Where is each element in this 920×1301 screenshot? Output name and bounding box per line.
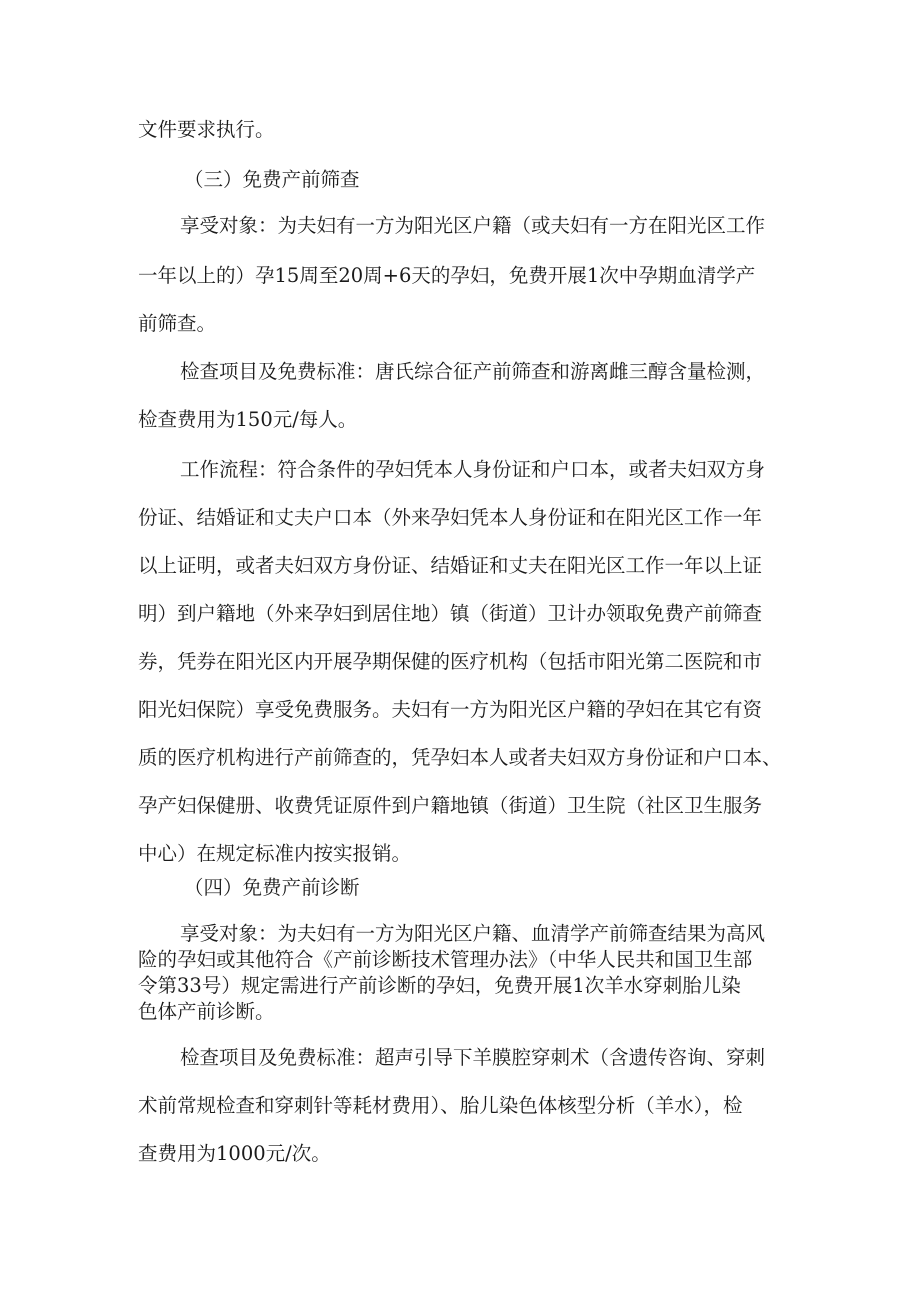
text-line: 色体产前诊断。 — [138, 1000, 275, 1023]
text-line: 工作流程：符合条件的孕妇凭本人身份证和户口本，或者夫妇双方身 — [180, 458, 766, 481]
text-line: 中心）在规定标准内按实报销。 — [138, 842, 412, 865]
text-line: 阳光妇保院）享受免费服务。夫妇有一方为阳光区户籍的孕妇在其它有资 — [138, 698, 763, 721]
text-line: 检查项目及免费标准：唐氏综合征产前筛查和游离雌三醇含量检测， — [180, 360, 766, 383]
text-line: 术前常规检查和穿刺针等耗材费用）、胎儿染色体核型分析（羊水），检 — [138, 1094, 743, 1117]
text-line: 质的医疗机构进行产前筛查的，凭孕妇本人或者夫妇双方身份证和户口本、 — [138, 746, 782, 769]
text-line: 险的孕妇或其他符合《产前诊断技术管理办法》（中华人民共和国卫生部 — [138, 948, 753, 971]
text-line: 检查项目及免费标准：超声引导下羊膜腔穿刺术（含遗传咨询、穿刺 — [180, 1046, 766, 1069]
text-line-continuation: 文件要求执行。 — [138, 118, 275, 141]
text-line: 享受对象：为夫妇有一方为阳光区户籍（或夫妇有一方在阳光区工作 — [180, 214, 766, 237]
section-heading-3: （三）免费产前筛查 — [184, 168, 360, 191]
section-heading-4: （四）免费产前诊断 — [184, 876, 360, 899]
text-line: 明）到户籍地（外来孕妇到居住地）镇（街道）卫计办领取免费产前筛查 — [138, 602, 763, 625]
text-line: 检查费用为150元/每人。 — [138, 408, 358, 431]
text-line: 令第33号）规定需进行产前诊断的孕妇，免费开展1次羊水穿刺胎儿染 — [138, 974, 741, 997]
text-line: 查费用为1000元/次。 — [138, 1142, 331, 1165]
text-line: 享受对象：为夫妇有一方为阳光区户籍、血清学产前筛查结果为高风 — [180, 922, 766, 945]
text-line: 孕产妇保健册、收费凭证原件到户籍地镇（街道）卫生院（社区卫生服务 — [138, 794, 763, 817]
text-line: 一年以上的）孕15周至20周+6天的孕妇，免费开展1次中孕期血清学产 — [138, 264, 756, 287]
text-line: 以上证明，或者夫妇双方身份证、结婚证和丈夫在阳光区工作一年以上证 — [138, 554, 763, 577]
text-line: 券，凭券在阳光区内开展孕期保健的医疗机构（包括市阳光第二医院和市 — [138, 650, 763, 673]
text-line: 前筛查。 — [138, 312, 217, 335]
text-line: 份证、结婚证和丈夫户口本（外来孕妇凭本人身份证和在阳光区工作一年 — [138, 506, 763, 529]
